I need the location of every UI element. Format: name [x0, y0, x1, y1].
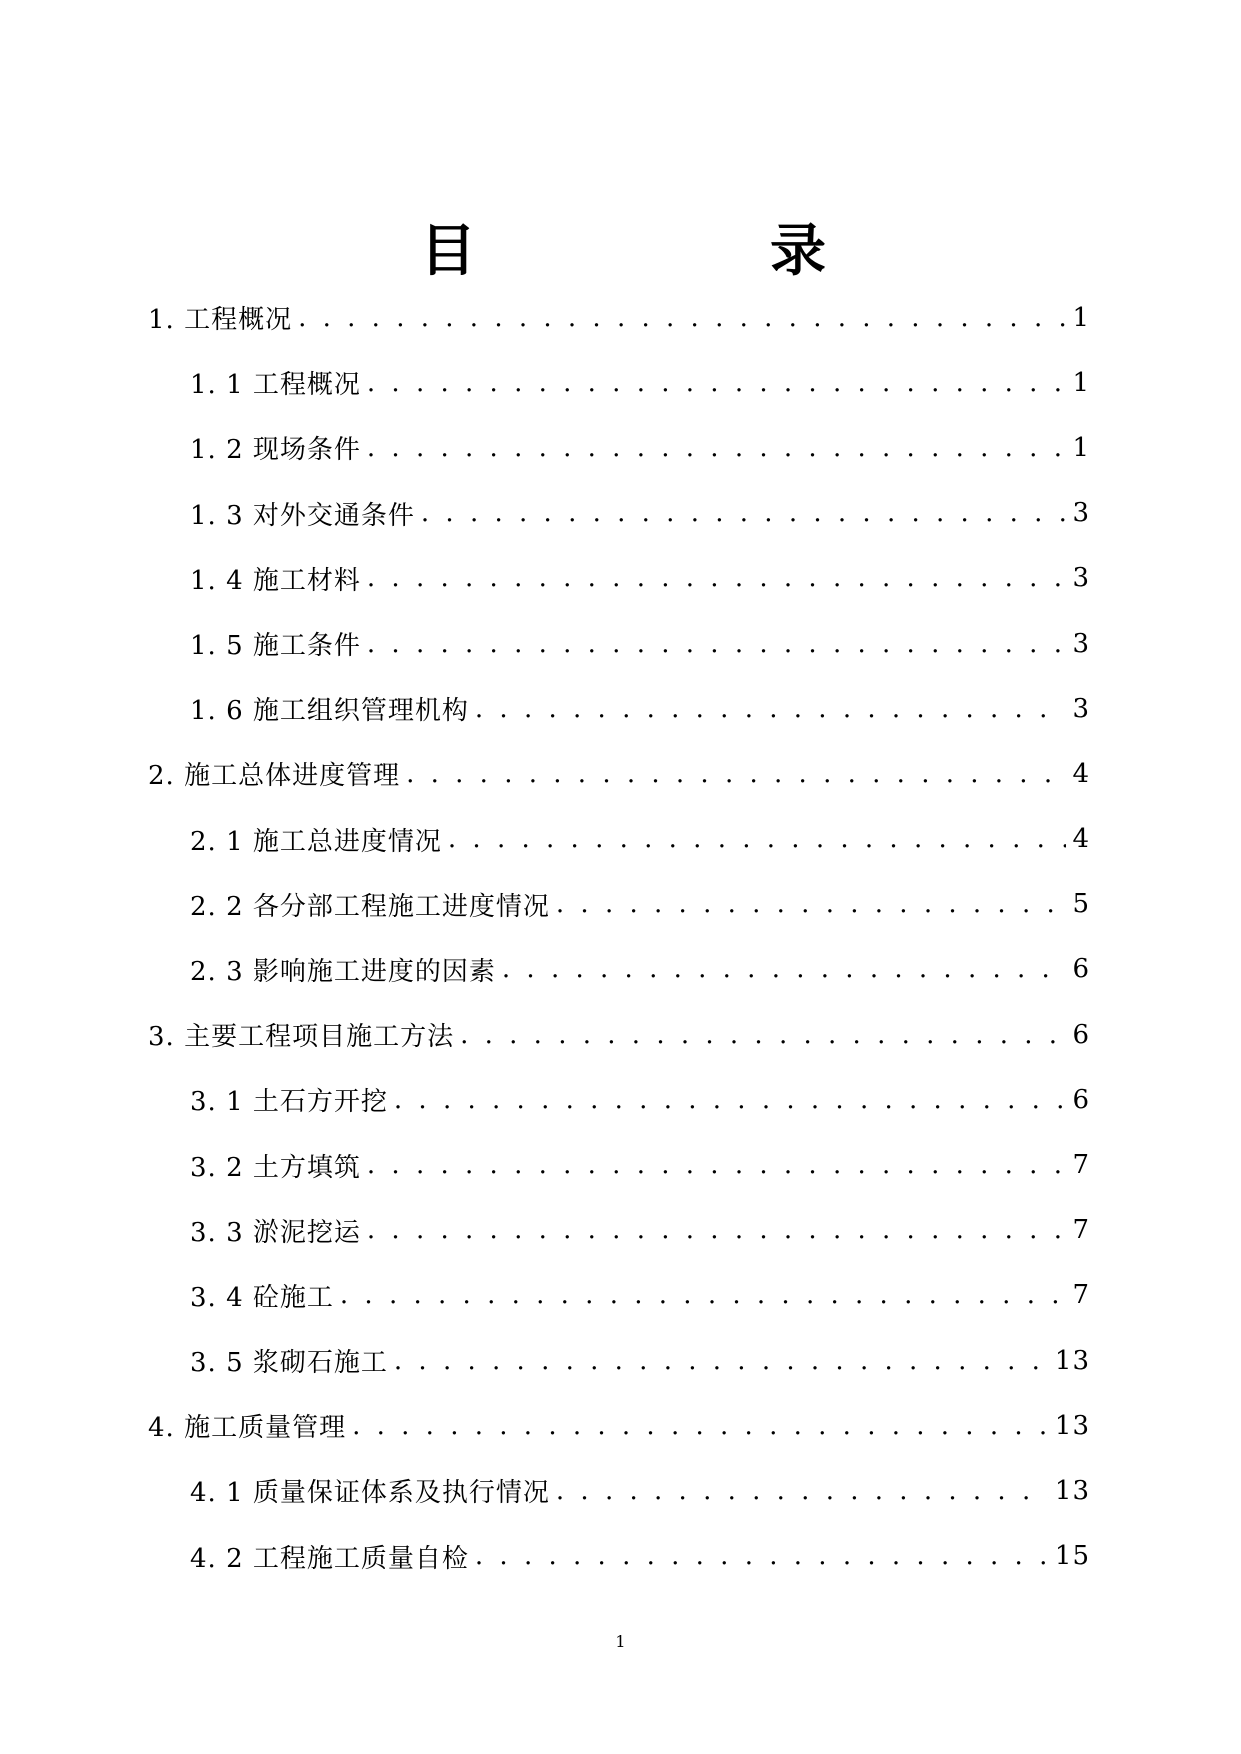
toc-entry[interactable]	[148, 1393, 1090, 1458]
toc-entry-label: 1. 1 工程概况	[190, 364, 367, 401]
toc-entry-label: 3. 5 浆砌石施工	[190, 1342, 394, 1379]
toc-entry-label: 3. 2 土方填筑	[190, 1147, 367, 1184]
toc-dot-leader	[340, 1282, 1067, 1308]
toc-entry-label: 2. 2 各分部工程施工进度情况	[190, 886, 556, 923]
toc-entry-label: 1. 6 施工组织管理机构	[190, 690, 475, 727]
toc-dot-leader	[475, 1543, 1049, 1569]
toc-entry-label: 2. 施工总体进度管理	[148, 755, 406, 792]
toc-entry-label: 2. 3 影响施工进度的因素	[190, 951, 502, 988]
toc-entry-label: 1. 4 施工材料	[190, 560, 367, 597]
toc-entry-label: 3. 4 砼施工	[190, 1277, 340, 1314]
toc-dot-leader	[556, 891, 1067, 917]
toc-dot-leader	[367, 1152, 1067, 1178]
toc-entry-page-number: 7	[1066, 1215, 1090, 1245]
toc-dot-leader	[448, 826, 1067, 852]
page-title	[0, 212, 1241, 292]
toc-entry[interactable]	[148, 1198, 1090, 1263]
toc-dot-leader	[421, 500, 1067, 526]
toc-entry[interactable]	[148, 1524, 1090, 1589]
toc-entry-label: 4. 施工质量管理	[148, 1407, 352, 1444]
toc-dot-leader	[394, 1348, 1049, 1374]
toc-entry-label: 1. 5 施工条件	[190, 625, 367, 662]
toc-entry[interactable]	[148, 546, 1090, 611]
toc-entry-label: 3. 1 土石方开挖	[190, 1081, 394, 1118]
toc-entry-label: 4. 1 质量保证体系及执行情况	[190, 1472, 556, 1509]
toc-dot-leader	[475, 696, 1067, 722]
toc-entry[interactable]	[148, 1132, 1090, 1197]
toc-entry-page-number: 4	[1066, 759, 1090, 789]
toc-entry-page-number: 6	[1066, 954, 1090, 984]
toc-entry[interactable]	[148, 481, 1090, 546]
toc-entry-page-number: 3	[1066, 563, 1090, 593]
toc-dot-leader	[406, 761, 1066, 787]
title-char-2: 录	[770, 219, 826, 284]
toc-entry[interactable]	[148, 1002, 1090, 1067]
toc-entry-page-number: 13	[1049, 1346, 1090, 1376]
toc-entry-label: 1. 3 对外交通条件	[190, 495, 421, 532]
toc-entry-page-number: 3	[1066, 694, 1090, 724]
toc-dot-leader	[367, 370, 1067, 396]
toc-entry-page-number: 7	[1066, 1150, 1090, 1180]
toc-entry[interactable]	[148, 285, 1090, 350]
toc-entry-page-number: 6	[1066, 1020, 1090, 1050]
toc-entry[interactable]	[148, 807, 1090, 872]
toc-entry-page-number: 4	[1066, 824, 1090, 854]
toc-entry-page-number: 1	[1066, 303, 1090, 333]
toc-entry-label: 2. 1 施工总进度情况	[190, 821, 448, 858]
toc-entry[interactable]	[148, 1263, 1090, 1328]
toc-entry-label: 4. 2 工程施工质量自检	[190, 1538, 475, 1575]
toc-entry-page-number: 3	[1066, 498, 1090, 528]
toc-dot-leader	[394, 1087, 1067, 1113]
toc-entry-label: 1. 2 现场条件	[190, 429, 367, 466]
toc-dot-leader	[556, 1478, 1049, 1504]
toc-entry[interactable]	[148, 1067, 1090, 1132]
toc-dot-leader	[352, 1413, 1049, 1439]
toc-entry-page-number: 7	[1066, 1280, 1090, 1310]
toc-entry-label: 3. 主要工程项目施工方法	[148, 1016, 460, 1053]
toc-dot-leader	[502, 956, 1067, 982]
toc-entry[interactable]	[148, 415, 1090, 480]
title-char-1: 目	[420, 219, 476, 284]
toc-entry-page-number: 15	[1049, 1541, 1090, 1571]
toc-dot-leader	[367, 435, 1067, 461]
toc-entry[interactable]	[148, 611, 1090, 676]
toc-entry-label: 3. 3 淤泥挖运	[190, 1212, 367, 1249]
table-of-contents	[148, 285, 1090, 1589]
toc-dot-leader	[367, 565, 1067, 591]
toc-entry-page-number: 1	[1066, 368, 1090, 398]
toc-entry[interactable]	[148, 872, 1090, 937]
toc-entry-page-number: 13	[1049, 1411, 1090, 1441]
toc-entry[interactable]	[148, 1458, 1090, 1523]
toc-dot-leader	[367, 1217, 1067, 1243]
toc-entry[interactable]	[148, 676, 1090, 741]
toc-dot-leader	[298, 305, 1066, 331]
toc-entry-page-number: 13	[1049, 1476, 1090, 1506]
page-number: 1	[615, 1632, 626, 1651]
toc-dot-leader	[367, 631, 1067, 657]
toc-entry-page-number: 6	[1066, 1085, 1090, 1115]
toc-entry-page-number: 3	[1066, 629, 1090, 659]
toc-entry[interactable]	[148, 741, 1090, 806]
toc-entry-page-number: 1	[1066, 433, 1090, 463]
toc-entry[interactable]	[148, 937, 1090, 1002]
toc-entry-label: 1. 工程概况	[148, 299, 298, 336]
toc-dot-leader	[460, 1022, 1066, 1048]
toc-entry[interactable]	[148, 1328, 1090, 1393]
toc-entry[interactable]	[148, 350, 1090, 415]
toc-entry-page-number: 5	[1066, 889, 1090, 919]
